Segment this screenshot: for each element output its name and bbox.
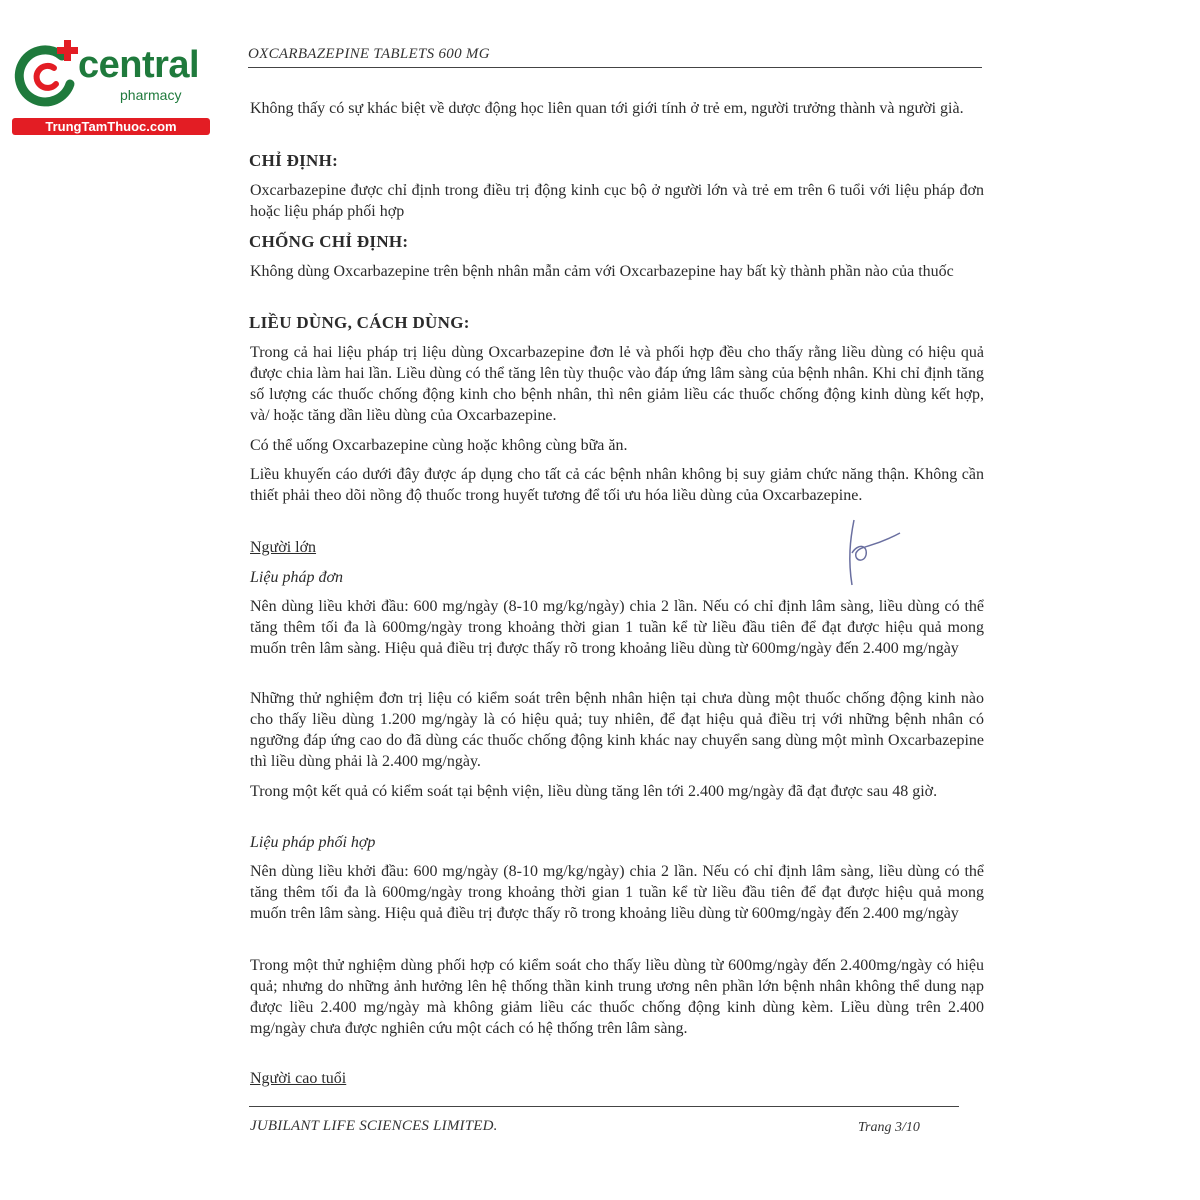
signature-mark [840,515,910,590]
dosage-paragraph-1: Trong cả hai liệu pháp trị liệu dùng Oxcarbazepine đơn lẻ và phối hợp đều cho thấy rằng liều dùng có hiệu quả được chia làm hai lần. Liều dùng có thể tăng lên tùy thuộc vào đáp ứng lâm sàng của bệnh nhân. Khi chỉ định tăng số lượng các thuốc chống động kinh cho bệnh nhân, thì nên giảm liều các thuốc chống động kinh dùng kết hợp, và/ hoặc tăng dần liều dùng của Oxcarbazepine. [250,344,984,424]
dosage-paragraph-2: Có thể uống Oxcarbazepine cùng hoặc không cùng bữa ăn. [250,437,628,454]
brand-url[interactable]: TrungTamThuoc.com [12,118,210,135]
monotherapy-paragraph-2: Những thử nghiệm đơn trị liệu có kiểm soát trên bệnh nhân hiện tại chưa dùng một thuốc chống động kinh nào cho thấy liều dùng 1.200 mg/ngày là có hiệu quả; tuy nhiên, để đạt hiệu quả điều trị với những bệnh nhân có ngưỡng đáp ứng cao do đã dùng các thuốc chống động kinh khác nay chuyển sang dùng một mình Oxcarbazepine thì liều dùng phải là 2.400 mg/ngày. [250,690,984,770]
subheading-monotherapy: Liệu pháp đơn [250,569,343,586]
combination-paragraph-1: Nên dùng liều khởi đầu: 600 mg/ngày (8-10 mg/kg/ngày) chia 2 lần. Nếu có chỉ định lâm sàng, liều dùng có thể tăng thêm tối đa là 600mg/ngày trong khoảng thời gian 1 tuần kể từ liều đầu tiên để đạt được hiệu quả mong muốn trên lâm sàng. Hiệu quả điều trị được thấy rõ trong khoảng liều dùng từ 600mg/ngày đến 2.400 mg/ngày [250,863,984,922]
heading-dosage: LIỀU DÙNG, CÁCH DÙNG: [249,313,470,332]
footer-page-number: Trang 3/10 [858,1120,920,1135]
dosage-paragraph-3: Liều khuyến cáo dưới đây được áp dụng cho tất cả các bệnh nhân không bị suy giảm chức năng thận. Không cần thiết phải theo dõi nồng độ thuốc trong huyết tương để tối ưu hóa liều dùng của Oxcarbazepine. [250,466,984,504]
footer-divider [249,1106,959,1107]
indications-paragraph: Oxcarbazepine được chỉ định trong điều trị động kinh cục bộ ở người lớn và trẻ em trên 6 tuổi với liệu pháp đơn hoặc liệu pháp phối hợp [250,182,984,220]
document-header-title: OXCARBAZEPINE TABLETS 600 MG [248,46,490,62]
subheading-adults: Người lớn [250,539,317,556]
monotherapy-paragraph-1: Nên dùng liều khởi đầu: 600 mg/ngày (8-10 mg/kg/ngày) chia 2 lần. Nếu có chỉ định lâm sàng, liều dùng có thể tăng thêm tối đa là 600mg/ngày trong khoảng thời gian 1 tuần kể từ liều đầu tiên để đạt được hiệu quả mong muốn trên lâm sàng. Hiệu quả điều trị được thấy rõ trong khoảng liều dùng từ 600mg/ngày đến 2.400 mg/ngày [250,598,984,657]
combination-paragraph-2: Trong một thử nghiệm dùng phối hợp có kiểm soát cho thấy liều dùng từ 600mg/ngày đến 2.400mg/ngày có hiệu quả; nhưng do những ảnh hưởng lên hệ thống thần kinh trung ương nên phần lớn bệnh nhân không thể dung nạp được liều 2.400 mg/ngày mà không giảm liều các thuốc chống động kinh dùng kèm. Liều dùng trên 2.400 mg/ngày chưa được nghiên cứu một cách có hệ thống trên lâm sàng. [250,957,984,1037]
subheading-combination: Liệu pháp phối hợp [250,834,376,851]
footer-company: JUBILANT LIFE SCIENCES LIMITED. [250,1118,498,1134]
heading-contraindications: CHỐNG CHỈ ĐỊNH: [249,232,409,251]
intro-paragraph: Không thấy có sự khác biệt về dược động học liên quan tới giới tính ở trẻ em, người trưởng thành và người già. [250,100,964,117]
header-divider [248,67,982,68]
brand-subtitle: pharmacy [120,87,182,103]
subheading-elderly: Người cao tuổi [250,1070,347,1087]
brand-name: central [78,44,200,86]
monotherapy-paragraph-3: Trong một kết quả có kiểm soát tại bệnh viện, liều dùng tăng lên tới 2.400 mg/ngày đã đạt được sau 48 giờ. [250,783,938,800]
contraindications-paragraph: Không dùng Oxcarbazepine trên bệnh nhân mẫn cảm với Oxcarbazepine hay bất kỳ thành phần nào của thuốc [250,263,954,280]
heading-indications: CHỈ ĐỊNH: [249,151,339,170]
